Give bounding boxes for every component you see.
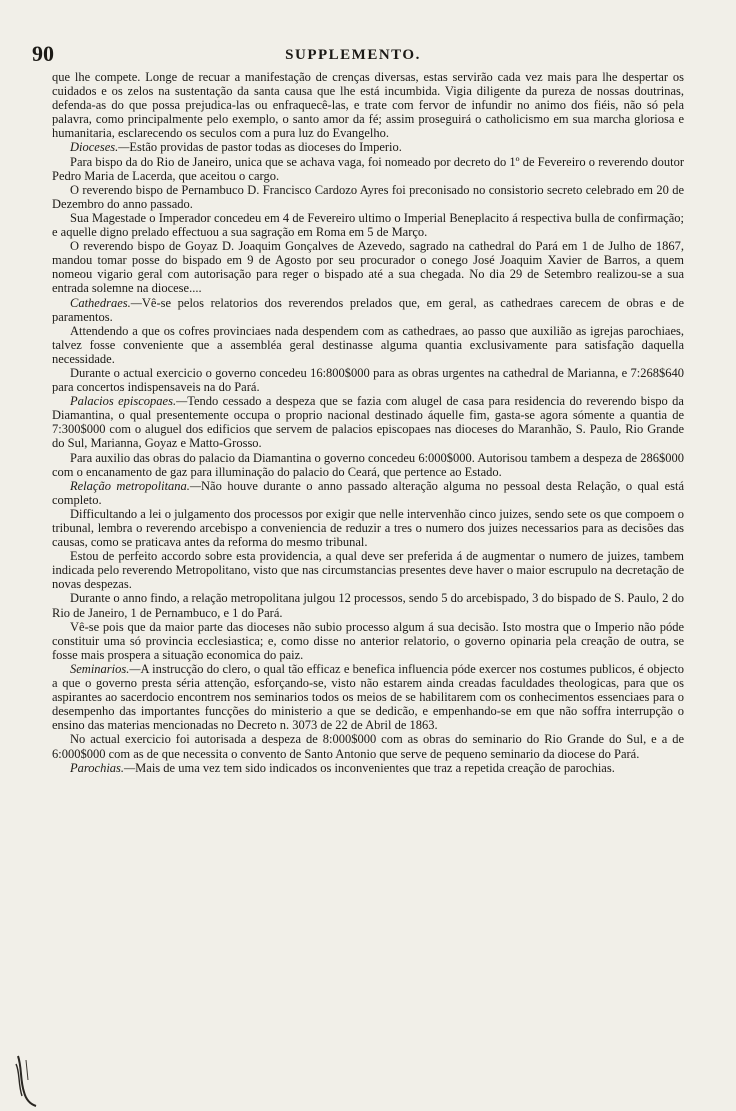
section-label: Relação metropolitana.— xyxy=(70,478,202,493)
paragraph: Estou de perfeito accordo sobre esta providencia, a qual deve ser preferida á de augmentar o numero de juizes, tambem indicada pelo reverendo Metropolitano, visto que nas circumstancias presentes deve haver o maior escrupulo na decretação de novas despezas. xyxy=(52,549,684,592)
paragraph: Parochias.—Mais de uma vez tem sido indicados os inconvenientes que traz a repetida creação de parochias. xyxy=(70,760,615,775)
paragraph: Para bispo da do Rio de Janeiro, unica que se achava vaga, foi nomeado por decreto do 1º de Fevereiro o reverendo doutor Pedro Maria de Lacerda, que aceitou o cargo. xyxy=(52,154,684,183)
paragraph: que lhe compete. Longe de recuar a manifestação de crenças diversas, estas servirão cada vez mais para lhe despertar os cuidados e os zelos na sustentação da santa causa que lhe está incumbida. Vigia diligente da pureza de nossas doutrinas, defenda-as do que possa prejudica-las ou enfraquecê-las, e trate com fervor de infundir no animo dos fiéis, não só pela palavra, como principalmente pelo exemplo, o santo amor da fé; assim proseguirá o catholicismo em sua marcha gloriosa e humanitaria, esclarecendo os seculos com a pura luz do Evangelho. xyxy=(52,70,684,141)
ink-mark xyxy=(14,1050,40,1108)
paragraph: Dioceses.—Estão providas de pastor todas as dioceses do Imperio. xyxy=(70,140,402,155)
paragraph: Vê-se pois que da maior parte das dioceses não subio processo algum á sua decisão. Isto mostra que o Imperio não póde constituir uma só provincia ecclesiastica; e, como disse no anterior relatorio, o governo opinaria pela creação de outra, se fosse mais prospera a situação economica do paiz. xyxy=(52,619,684,662)
section-label: Palacios episcopaes.— xyxy=(70,394,188,409)
paragraph: O reverendo bispo de Goyaz D. Joaquim Gonçalves de Azevedo, sagrado na cathedral do Pará em 1 de Julho de 1867, mandou tomar posse do bispado em 9 de Agosto por seu procurador o conego José Joaquim Xavier de Barros, a quem nomeou vigario geral com autorisação para reger o bispado até a sua chegada. No dia 29 de Setembro realizou-se a sua entrada solemne na diocese.... xyxy=(52,239,684,296)
paragraph: Sua Magestade o Imperador concedeu em 4 de Fevereiro ultimo o Imperial Beneplacito á respectiva bulla de confirmação; e aquelle digno prelado effectuou a sua sagração em Roma em 5 de Março. xyxy=(52,210,684,240)
paragraph: Seminarios.—A instrucção do clero, o qual tão efficaz e benefica influencia póde exercer nos costumes publicos, é objecto a que o governo presta séria attenção, esforçando-se, visto não estarem ainda creadas faculdades theologicas, para que os aspirantes ao sacerdocio encontrem nos seminarios todos os meios de se habilitarem com os conhecimentos essenciaes para o desempenho das importantes funcções do ministerio a que se dedicão, e empenhando-se em que não soffra interrupção o ensino das materias mencionadas no Decreto n. 3073 de 22 de Abril de 1863. xyxy=(52,661,684,733)
section-label: Seminarios.— xyxy=(70,661,141,676)
paragraph: Cathedraes.—Vê-se pelos relatorios dos reverendos prelados que, em geral, as cathedraes carecem de obras e de paramentos. xyxy=(52,295,684,324)
paragraph: O reverendo bispo de Pernambuco D. Francisco Cardozo Ayres foi preconisado no consistorio secreto celebrado em 20 de Dezembro do anno passado. xyxy=(52,182,684,211)
paragraph: Durante o actual exercicio o governo concedeu 16:800$000 para as obras urgentes na cathedral de Marianna, e 7:268$640 para concertos indispensaveis na do Pará. xyxy=(52,365,684,395)
section-label: Parochias.— xyxy=(70,760,136,775)
paragraph: Para auxilio das obras do palacio da Diamantina o governo concedeu 6:000$000. Autorisou tambem a despeza de 286$000 com o encanamento de gaz para illuminação do palacio do Ceará, que pertence ao Estado. xyxy=(52,450,684,479)
paragraph: No actual exercicio foi autorisada a despeza de 8:000$000 com as obras do seminario do Rio Grande do Sul, e a de 6:000$000 com as de que necessita o convento de Santo Antonio que serve de pequeno seminario da diocese do Pará. xyxy=(52,732,684,761)
paragraph: Attendendo a que os cofres provinciaes nada despendem com as cathedraes, ao passo que auxilião as igrejas parochiaes, talvez fosse conveniente que a assembléa geral destinasse alguma quantia exclusivamente para satisfação daquella necessidade. xyxy=(52,323,684,366)
running-title: SUPPLEMENTO. xyxy=(285,47,421,63)
paragraph: Difficultando a lei o julgamento dos processos por exigir que nelle intervenhão cinco juizes, sendo sete os que compoem o tribunal, lembra o reverendo arcebispo a conveniencia de reduzir a tres o numero dos juizes necessarios para as decisões das causas, como se praticava antes da reforma do mesmo tribunal. xyxy=(52,506,684,550)
paragraph: Palacios episcopaes.—Tendo cessado a despeza que se fazia com alugel de casa para residencia do reverendo bispo da Diamantina, o qual presentemente occupa o proprio nacional destinado áquelle fim, gasta-se agora sómente a quantia de 7:300$000 com o aluguel dos edificios que servem de palacios episcopaes nas dioceses do Maranhão, S. Paulo, Rio Grande do Sul, Marianna, Goyaz e Matto-Grosso. xyxy=(52,394,684,451)
section-label: Dioceses.— xyxy=(70,140,130,155)
page-number: 90 xyxy=(32,41,54,66)
section-label: Cathedraes.— xyxy=(70,295,142,310)
body-text xyxy=(52,70,684,775)
paragraph: Durante o anno findo, a relação metropolitana julgou 12 processos, sendo 5 do arcebispado, 3 do bispado de S. Paulo, 2 do Rio de Janeiro, 1 de Pernambuco, e 1 do Pará. xyxy=(52,591,684,620)
page-header xyxy=(32,42,674,66)
paragraph: Relação metropolitana.—Não houve durante o anno passado alteração alguma no pessoal desta Relação, o qual está completo. xyxy=(52,478,684,507)
